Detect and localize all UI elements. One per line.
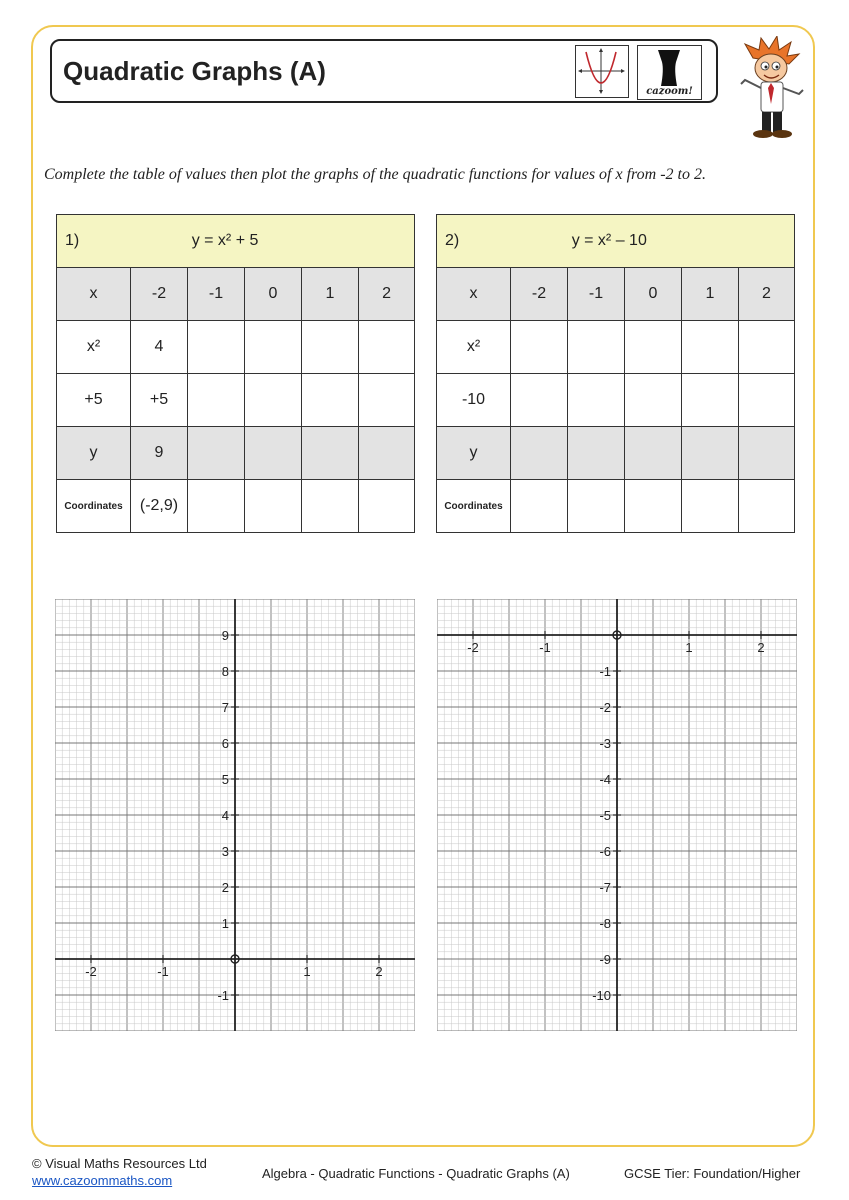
table-cell[interactable]: [302, 321, 359, 374]
table-cell[interactable]: [245, 480, 302, 533]
table-cell: (-2,9): [131, 480, 188, 533]
table-cell[interactable]: [568, 374, 625, 427]
copyright: © Visual Maths Resources Ltd: [32, 1156, 207, 1171]
question-number: 1): [65, 232, 80, 249]
table-cell[interactable]: [625, 374, 682, 427]
table-cell: +5: [131, 374, 188, 427]
table-cell[interactable]: [359, 480, 415, 533]
table-cell: 2: [739, 268, 795, 321]
equation: y = x² + 5: [191, 232, 259, 249]
table-cell: -1: [568, 268, 625, 321]
tier-label: GCSE Tier: Foundation/Higher: [624, 1166, 801, 1181]
table-cell[interactable]: [568, 427, 625, 480]
table-cell[interactable]: [302, 374, 359, 427]
table-cell: 9: [131, 427, 188, 480]
table-cell[interactable]: [511, 321, 568, 374]
table-cell[interactable]: [682, 427, 739, 480]
table-row: [57, 480, 415, 533]
table-row: [437, 374, 795, 427]
table-row: [57, 268, 415, 321]
row-label: y: [57, 427, 131, 480]
question-header: [57, 215, 415, 268]
table-cell[interactable]: [188, 374, 245, 427]
table-cell[interactable]: [625, 321, 682, 374]
y-tick-label: -4: [599, 772, 611, 787]
y-tick-label: -10: [592, 988, 611, 1003]
y-tick-label: 3: [221, 844, 229, 859]
table-cell[interactable]: [245, 321, 302, 374]
table-cell[interactable]: [739, 374, 795, 427]
table-cell[interactable]: [359, 321, 415, 374]
cazoom-logo: [637, 45, 702, 100]
question-header: [437, 215, 795, 268]
topic-label: Algebra - Quadratic Functions - Quadratic Graphs (A): [262, 1166, 570, 1181]
x-tick-label: 2: [375, 964, 383, 979]
page-title: Quadratic Graphs (A): [63, 56, 326, 86]
table-cell[interactable]: [568, 321, 625, 374]
table-cell[interactable]: [682, 480, 739, 533]
table-cell[interactable]: [511, 374, 568, 427]
y-tick-label: 1: [221, 916, 229, 931]
row-label: x²: [57, 321, 131, 374]
x-tick-label: -2: [467, 640, 479, 655]
x-tick-label: -1: [539, 640, 551, 655]
y-tick-label: 7: [221, 700, 229, 715]
table-cell[interactable]: [302, 480, 359, 533]
x-tick-label: 1: [685, 640, 693, 655]
table-row: [437, 480, 795, 533]
table-cell: 1: [302, 268, 359, 321]
instructions: Complete the table of values then plot the graphs of the quadratic functions for values of x from -2 to 2.: [44, 166, 706, 183]
y-tick-label: -6: [599, 844, 611, 859]
table-cell[interactable]: [359, 374, 415, 427]
table-cell[interactable]: [188, 427, 245, 480]
row-label: Coordinates: [57, 480, 131, 533]
question-number: 2): [445, 232, 460, 249]
x-tick-label: -2: [85, 964, 97, 979]
row-label: x: [57, 268, 131, 321]
row-label: x²: [437, 321, 511, 374]
table-cell: 0: [625, 268, 682, 321]
table-cell[interactable]: [739, 427, 795, 480]
value-table-2: [436, 214, 795, 533]
y-tick-label: -7: [599, 880, 611, 895]
table-cell: 4: [131, 321, 188, 374]
table-cell[interactable]: [302, 427, 359, 480]
table-row: [57, 374, 415, 427]
table-cell[interactable]: [625, 480, 682, 533]
website-link[interactable]: www.cazoommaths.com: [32, 1173, 173, 1188]
table-row: [437, 427, 795, 480]
table-cell[interactable]: [682, 321, 739, 374]
table-cell[interactable]: [568, 480, 625, 533]
table-cell[interactable]: [245, 427, 302, 480]
row-label: +5: [57, 374, 131, 427]
x-tick-label: -1: [157, 964, 169, 979]
table-cell: -2: [511, 268, 568, 321]
table-cell[interactable]: [625, 427, 682, 480]
table-cell[interactable]: [511, 480, 568, 533]
y-tick-label: 9: [221, 628, 229, 643]
row-label: -10: [437, 374, 511, 427]
table-cell[interactable]: [245, 374, 302, 427]
table-cell[interactable]: [739, 480, 795, 533]
table-cell: -1: [188, 268, 245, 321]
y-tick-label: -8: [599, 916, 611, 931]
y-tick-label: -5: [599, 808, 611, 823]
table-cell: 0: [245, 268, 302, 321]
table-cell[interactable]: [739, 321, 795, 374]
parabola-logo-icon: [575, 45, 629, 98]
table-cell[interactable]: [511, 427, 568, 480]
x-tick-label: 2: [757, 640, 765, 655]
y-tick-label: 8: [221, 664, 229, 679]
table-cell[interactable]: [682, 374, 739, 427]
table-cell[interactable]: [359, 427, 415, 480]
table-cell: 2: [359, 268, 415, 321]
y-tick-label: 2: [221, 880, 229, 895]
y-tick-label: -2: [599, 700, 611, 715]
y-tick-label: 6: [221, 736, 229, 751]
mascot-icon: [735, 36, 810, 140]
table-row: [437, 268, 795, 321]
graph-grid-1[interactable]: [55, 599, 415, 1031]
table-row: [57, 321, 415, 374]
y-tick-label: 4: [221, 808, 229, 823]
equation: y = x² – 10: [571, 232, 647, 249]
table-row: [437, 321, 795, 374]
y-tick-label: -9: [599, 952, 611, 967]
graph-grid-2[interactable]: [437, 599, 797, 1031]
row-label: y: [437, 427, 511, 480]
value-table-1: [56, 214, 415, 533]
table-row: [57, 427, 415, 480]
row-label: x: [437, 268, 511, 321]
y-tick-label: 5: [221, 772, 229, 787]
y-tick-label: -1: [217, 988, 229, 1003]
table-cell: 1: [682, 268, 739, 321]
table-cell[interactable]: [188, 480, 245, 533]
table-cell: -2: [131, 268, 188, 321]
row-label: Coordinates: [437, 480, 511, 533]
x-tick-label: 1: [303, 964, 311, 979]
brand-name: cazoom!: [646, 86, 693, 97]
table-cell[interactable]: [188, 321, 245, 374]
y-tick-label: -1: [599, 664, 611, 679]
y-tick-label: -3: [599, 736, 611, 751]
